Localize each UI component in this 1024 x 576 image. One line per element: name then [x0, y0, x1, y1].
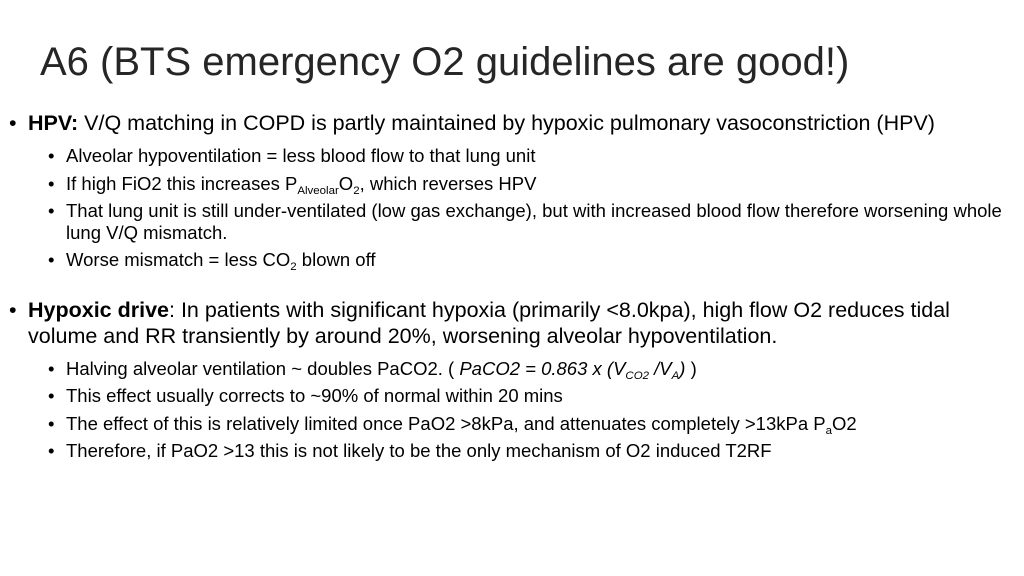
- bullet-icon: •: [48, 412, 55, 434]
- formula-subscript-co2: CO2: [625, 369, 650, 382]
- hypoxic-sub-3-pre: The effect of this is relatively limited once PaO2 >8kPa, and attenuates completely >13kPa P: [66, 412, 826, 434]
- hpv-sub-4-subscript: 2: [290, 261, 297, 273]
- bullet-icon: •: [48, 200, 55, 221]
- hpv-sub-1-text: Alveolar hypoventilation = less blood flow to that lung unit: [66, 145, 536, 166]
- hypoxic-sub-1-post: ): [685, 357, 697, 379]
- bullet-icon: •: [48, 385, 55, 406]
- formula-part-2: /V: [649, 357, 672, 379]
- hypoxic-sub-3-subscript: a: [825, 424, 833, 437]
- hypoxic-text: : In patients with significant hypoxia (primarily <8.0kpa), high flow O2 reduces tidal volume and RR transiently by around 20%, worsening alveolar hypoventilation.: [28, 297, 950, 348]
- hpv-sub-2-mid: O: [338, 172, 354, 194]
- hpv-sub-2: [0, 173, 1024, 195]
- hypoxic-sub-1: [0, 358, 1024, 380]
- formula-part-3: ): [679, 357, 686, 379]
- hpv-sub-2-subscript: Alveolar: [297, 184, 339, 197]
- slide-title: A6 (BTS emergency O2 guidelines are good!): [40, 40, 850, 84]
- bullet-icon: •: [48, 440, 55, 461]
- hpv-sub-1: [0, 145, 1024, 167]
- hypoxic-sub-1-pre: Halving alveolar ventilation ~ doubles PaCO2. (: [66, 357, 460, 379]
- hpv-sub-4: [0, 249, 1024, 271]
- formula: [459, 357, 686, 382]
- hpv-sub-4-post: blown off: [296, 249, 376, 270]
- hpv-sub-2-post: , which reverses HPV: [359, 172, 537, 194]
- slide-content: [0, 110, 1024, 462]
- formula-subscript-a: A: [671, 369, 680, 382]
- hpv-text: V/Q matching in COPD is partly maintained by hypoxic pulmonary vasoconstriction (HPV): [78, 111, 935, 135]
- hypoxic-sub-2-text: This effect usually corrects to ~90% of normal within 20 mins: [66, 385, 563, 406]
- hpv-sub-2-pre: If high FiO2 this increases P: [66, 172, 298, 194]
- hypoxic-term: Hypoxic drive: [28, 297, 169, 322]
- hpv-sub-2-subscript-2: 2: [353, 184, 360, 197]
- hpv-sub-3: [0, 200, 1024, 243]
- bullet-icon: •: [48, 145, 55, 166]
- hypoxic-sub-4: [0, 440, 1024, 462]
- hypoxic-sub-3-post: O2: [832, 412, 857, 434]
- hypoxic-sub-2: [0, 385, 1024, 407]
- hpv-sub-4-pre: Worse mismatch = less CO: [66, 249, 291, 270]
- bullet-hypoxic-drive: [0, 297, 1024, 349]
- formula-part-1: PaCO2 = 0.863 x (V: [459, 357, 626, 379]
- hpv-term: HPV:: [28, 111, 79, 135]
- bullet-icon: •: [48, 249, 55, 270]
- hpv-sub-3-text: That lung unit is still under-ventilated (low gas exchange), but with increased blood flow therefore worsening whole lung V/Q mismatch.: [66, 200, 1002, 243]
- bullet-hpv: [0, 110, 1024, 136]
- bullet-icon: •: [48, 172, 55, 194]
- hypoxic-sub-3: [0, 413, 1024, 435]
- hypoxic-sub-4-text: Therefore, if PaO2 >13 this is not likely to be the only mechanism of O2 induced T2RF: [66, 440, 772, 461]
- bullet-icon: •: [9, 297, 17, 322]
- bullet-icon: •: [48, 357, 55, 379]
- bullet-icon: •: [9, 111, 17, 135]
